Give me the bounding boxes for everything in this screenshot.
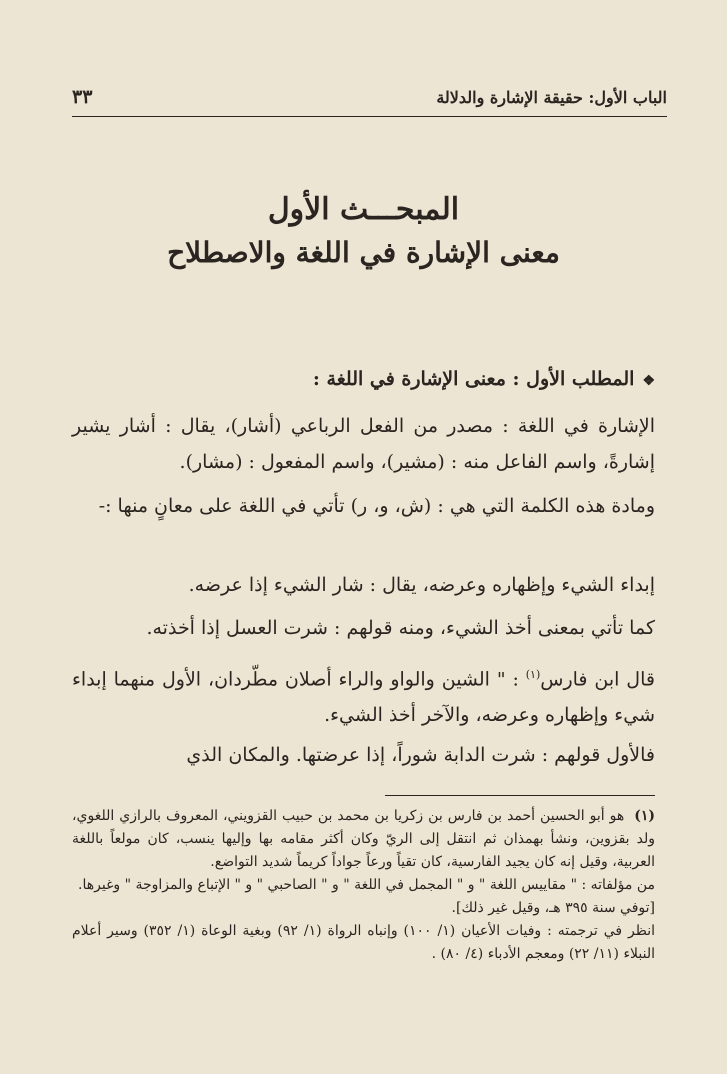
paragraph-3: إبداء الشيء وإظهاره وعرضه، يقال : شار الشيء إذا عرضه. (188, 574, 655, 596)
footnote-1 (72, 805, 655, 874)
paragraph-5-start: قال ابن فارس (540, 668, 655, 691)
page-header (72, 86, 667, 117)
paragraph-2: ومادة هذه الكلمة التي هي : (ش، و، ر) تأتي في اللغة على معانٍ منها :- (98, 495, 655, 517)
paragraph-6: فالأول قولهم : شرت الدابة شوراً، إذا عرضتها. والمكان الذي (186, 744, 655, 766)
footnote-marker: (١) (634, 808, 655, 824)
paragraph-5 (72, 657, 655, 733)
paragraph-4: كما تأتي بمعنى أخذ الشيء، ومنه قولهم : شرت العسل إذا أخذته. (146, 617, 655, 639)
bullet-icon: ❖ (642, 373, 655, 389)
page-number: ٣٣ (72, 86, 93, 108)
footnote-divider (385, 795, 655, 796)
footnote-death: [توفي سنة ٣٩٥ هـ، وقيل غير ذلك]. (451, 900, 655, 916)
footnotes (72, 805, 655, 966)
paragraph-5-rest: : " الشين والواو والراء أصلان مطّردان، الأول منهما إبداء شيء وإظهاره وعرضه، والآخر أخذ الشيء. (72, 668, 655, 727)
footnote-works: من مؤلفاته : " مقاييس اللغة " و " المجمل في اللغة " و " الصاحبي " و " الإتباع والمزاوجة " وغيرها. (78, 877, 655, 893)
running-title: الباب الأول: حقيقة الإشارة والدلالة (436, 88, 667, 107)
footnote-sources: انظر في ترجمته : وفيات الأعيان (١/ ١٠٠) وإنباه الرواة (١/ ٩٢) وبغية الوعاة (١/ ٣٥٢) وسير أعلام النبلاء (١١/ ٢٢) ومعجم الأدباء (٤/ ٨٠) . (72, 923, 655, 962)
paragraph-1: الإشارة في اللغة : مصدر من الفعل الرباعي (أشار)، يقال : أشار يشير إشارةً، واسم الفاعل منه : (مشير)، واسم المفعول : (مشار). (72, 415, 655, 473)
footnote-reference: (١) (525, 668, 541, 681)
footnote-text: هو أبو الحسين أحمد بن فارس بن زكريا بن محمد بن حبيب القزويني، المعروف بالرازي اللغوي، ولد بقزوين، ونشأ بهمذان ثم انتقل إلى الريّ وكان أكثر مقامه بها وإليها ينسب، كان مولعاً باللغة العربية، وقيل إنه كان يجيد الفارسية، كان تقياً ورعاً جواداً كريماً شديد التواضع. (72, 808, 655, 870)
section-title: معنى الإشارة في اللغة والاصطلاح (167, 236, 560, 269)
section-heading: المبحـــث الأول (267, 192, 460, 227)
subheading-text: المطلب الأول : معنى الإشارة في اللغة : (312, 368, 635, 390)
subheading (72, 368, 655, 390)
